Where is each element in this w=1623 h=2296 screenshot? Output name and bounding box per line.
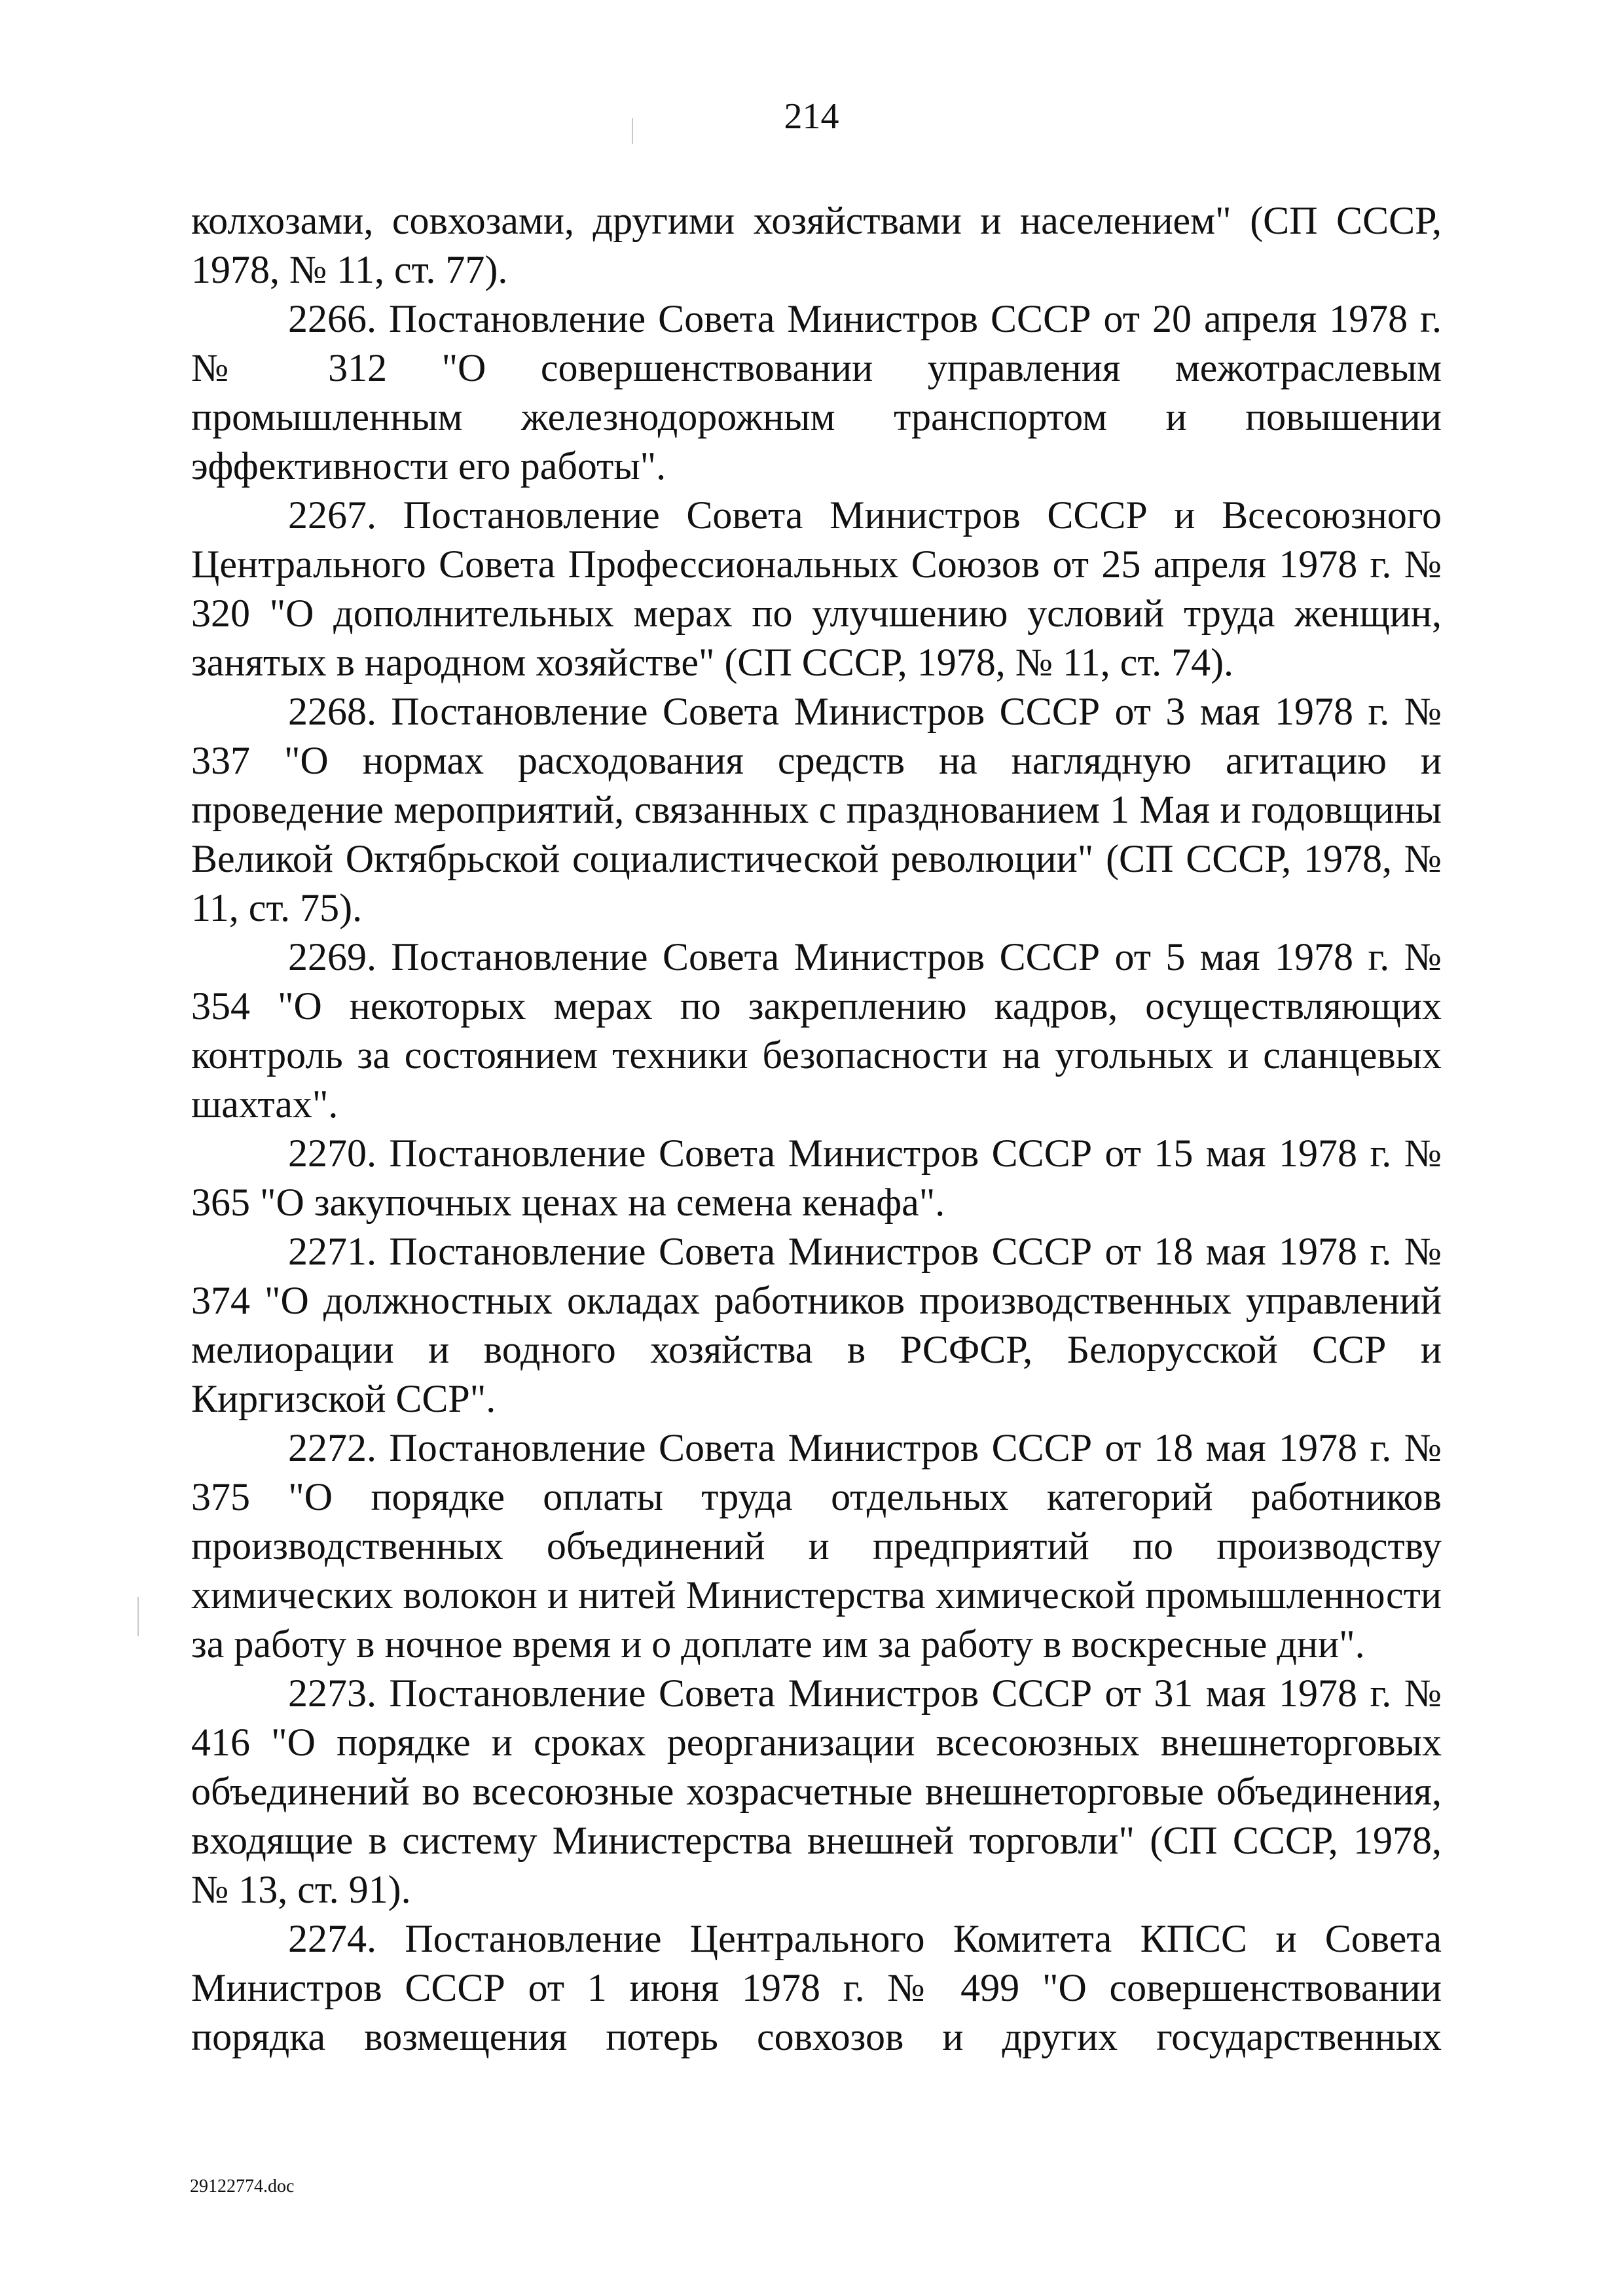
paragraph-2266: 2266. Постановление Совета Министров СССР от 20 апреля 1978 г. № 312 "О совершенствовании управления межотраслевым промышленным железнодорожным транспортом и повышении эффективности его работы". — [191, 297, 1442, 488]
paragraph-2271: 2271. Постановление Совета Министров СССР от 18 мая 1978 г. № 374 "О должностных окладах работников производственных управлений мелиорации и водного хозяйства в РСФСР, Белорусской ССР и Киргизской ССР". — [191, 1230, 1442, 1420]
page-number: 214 — [784, 96, 839, 137]
paragraph-2272: 2272. Постановление Совета Министров СССР от 18 мая 1978 г. № 375 "О порядке оплаты труда отдельных категорий работников производственных объединений и предприятий по производству химических волокон и нитей Министерства химической промышленности за работу в ночное время и о доплате им за работу в воскресные дни". — [191, 1426, 1442, 1666]
scan-artifact-left — [137, 1597, 139, 1636]
scan-artifact-top — [632, 118, 633, 144]
paragraph-2273: 2273. Постановление Совета Министров СССР от 31 мая 1978 г. № 416 "О порядке и сроках реорганизации всесоюзных внешнеторговых объединений во всесоюзные хозрасчетные внешнеторговые объединения, входящие в систему Министерства внешней торговли" (СП СССР, 1978, № 13, ст. 91). — [191, 1672, 1442, 1911]
paragraph-2267: 2267. Постановление Совета Министров СССР и Всесоюзного Центрального Совета Профессиональных Союзов от 25 апреля 1978 г. № 320 "О дополнительных мерах по улучшению условий труда женщин, занятых в народном хозяйстве" (СП СССР, 1978, № 11, ст. 74). — [191, 493, 1442, 684]
paragraph-2274: 2274. Постановление Центрального Комитета КПСС и Совета Министров СССР от 1 июня 1978 г. № 499 "О совершенствовании порядка возмещения потерь совхозов и других государственных — [191, 1917, 1442, 2058]
document-body — [191, 196, 1442, 2062]
document-filename: 29122774.doc — [190, 2176, 295, 2197]
paragraph-continuation: колхозами, совхозами, другими хозяйствами и населением" (СП СССР, 1978, № 11, ст. 77). — [191, 199, 1442, 291]
paragraph-2269: 2269. Постановление Совета Министров СССР от 5 мая 1978 г. № 354 "О некоторых мерах по закреплению кадров, осуществляющих контроль за состоянием техники безопасности на угольных и сланцевых шахтах". — [191, 935, 1442, 1126]
paragraph-2270: 2270. Постановление Совета Министров СССР от 15 мая 1978 г. № 365 "О закупочных ценах на семена кенафа". — [191, 1132, 1442, 1224]
paragraph-2268: 2268. Постановление Совета Министров СССР от 3 мая 1978 г. № 337 "О нормах расходования средств на наглядную агитацию и проведение мероприятий, связанных с празднованием 1 Мая и годовщины Великой Октябрьской социалистической революции" (СП СССР, 1978, № 11, ст. 75). — [191, 690, 1442, 929]
